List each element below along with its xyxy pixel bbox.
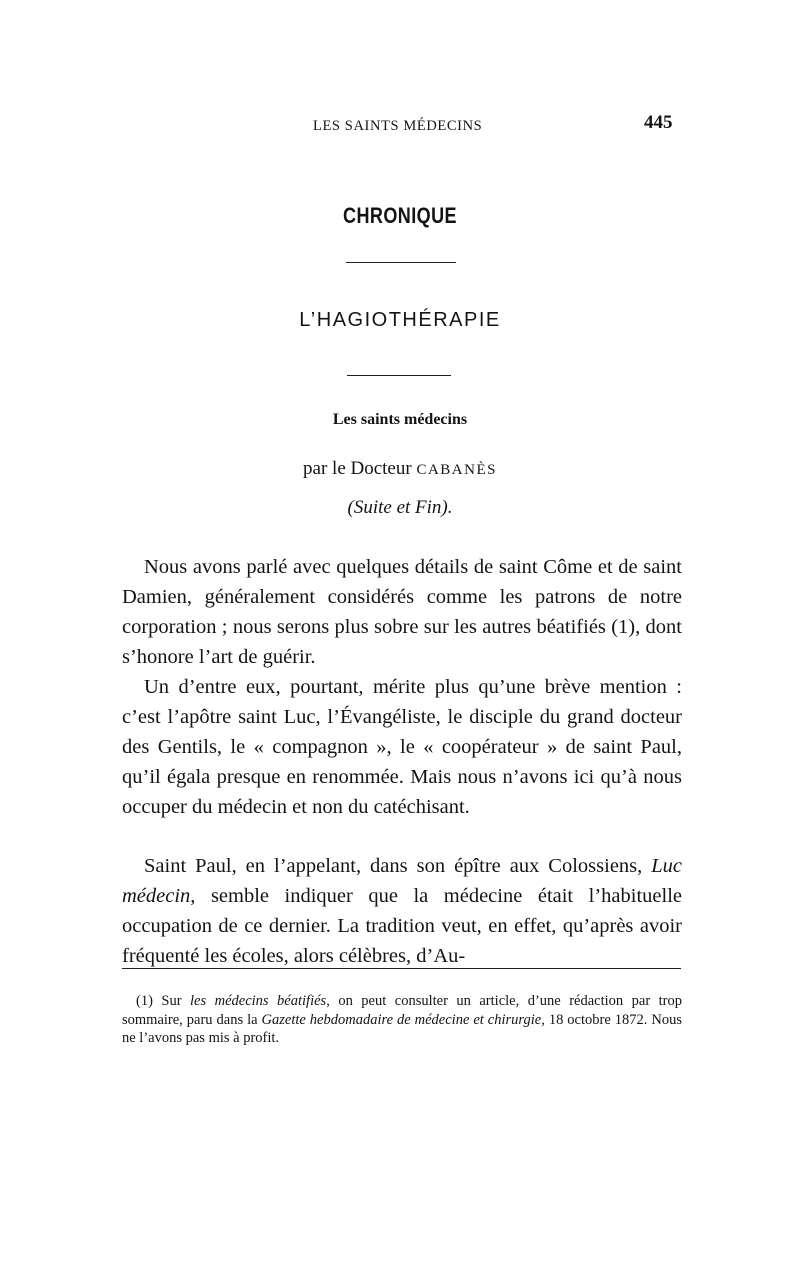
italic-text: Gazette hebdomadaire de médecine et chirurgie: [261, 1011, 542, 1028]
running-head: LES SAINTS MÉDECINS: [313, 118, 483, 134]
footnote: [122, 992, 682, 1048]
byline: [0, 458, 800, 480]
italic-text: les médecins béatifiés: [190, 993, 327, 1009]
text-run: Saint Paul, en l’appelant, dans son épître aux Colossiens,: [144, 855, 652, 877]
text-run: , on peut consulter un article, d’une rédaction par trop sommaire, paru dans la: [122, 993, 682, 1028]
text-run: , 18 octobre 1872. Nous ne l’avons pas mis à profit.: [122, 1011, 682, 1046]
text-run: (1) Sur: [136, 993, 191, 1009]
author-name: CABANÈS: [416, 462, 497, 478]
chronique-heading: CHRONIQUE: [343, 203, 457, 228]
suite-et-fin: (Suite et Fin).: [347, 497, 453, 518]
paragraph-2: [122, 673, 682, 823]
paragraph-3: [122, 852, 682, 972]
byline-prefix: par le Docteur: [303, 458, 417, 479]
divider-rule: [346, 262, 456, 263]
italic-text: Luc médecin: [122, 855, 682, 907]
section-title: L’HAGIOTHÉRAPIE: [299, 309, 501, 331]
divider-rule: [347, 375, 451, 376]
page-number: 445: [644, 112, 673, 133]
paragraph-text: Nous avons parlé avec quelques détails de saint Côme et de saint Damien, généralement considérés comme les patrons de notre corporation ; nous serons plus sobre sur les autres béatifiés (1), dont s’honore l’art de guérir.: [122, 556, 682, 668]
paragraph-text: Un d’entre eux, pourtant, mérite plus qu’une brève mention : c’est l’apôtre saint Luc, l’Évangéliste, le disciple du grand docteur des Gentils, le « compagnon », le « coopérateur » de saint Paul, qu’il égala presque en renommée. Mais nous n’avons ici qu’à nous occuper du médecin et non du catéchisant.: [122, 676, 682, 818]
paragraph-text: [122, 852, 682, 972]
text-run: , semble indiquer que la médecine était l’habituelle occupation de ce dernier. La tradition veut, en effet, qu’après avoir fréquenté les écoles, alors célèbres, d’Au-: [122, 884, 682, 967]
footnote-text: [122, 992, 682, 1048]
footnote-rule: [122, 968, 681, 969]
paragraph-1: [122, 553, 682, 673]
article-title: Les saints médecins: [332, 411, 468, 428]
